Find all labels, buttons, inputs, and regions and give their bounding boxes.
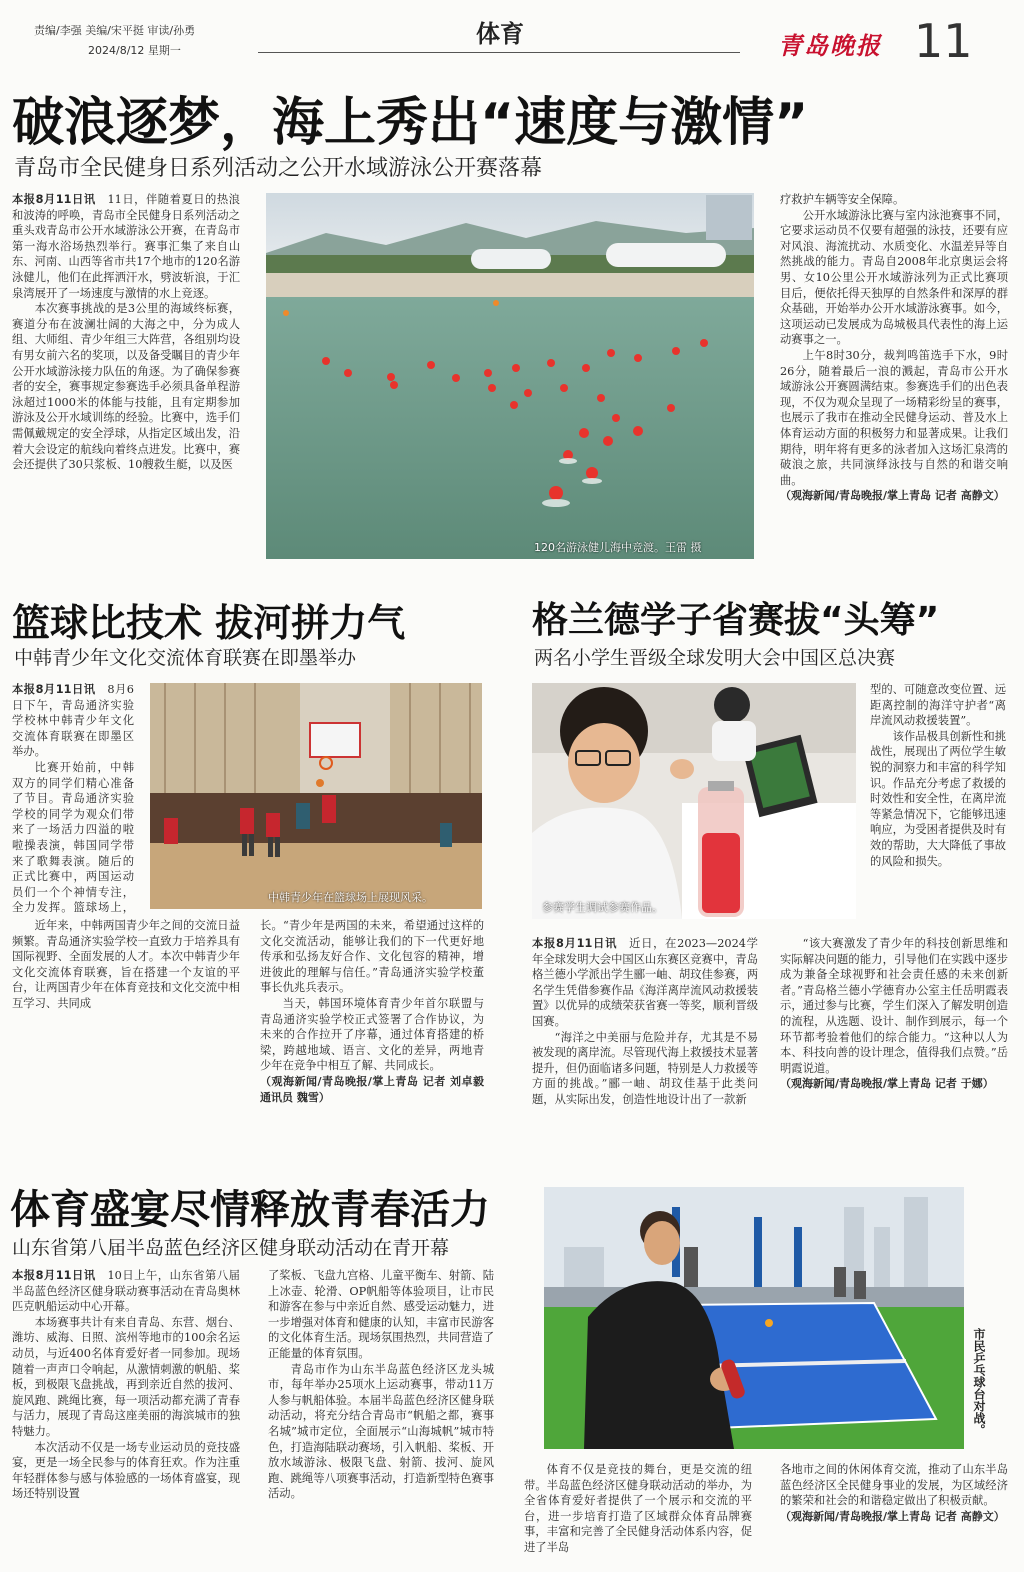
paragraph: 近年来，中韩两国青少年之间的交流日益频繁。青岛通济实验学校一直致力于培养具有国际视野、全面发展的人才。本次中韩青少年文化交流体育联赛，旨在搭建一个友谊的平台，让两国青少年在体育竞技和文化交流中相互学习、共同成: [12, 919, 240, 1010]
article-inv-col-right: [870, 682, 1006, 928]
paragraph: 本次活动不仅是一场专业运动员的竞技盛宴，更是一场全民参与的体育狂欢。作为注重年轻群体参与感与体验感的一场体育盛宴，现场还特别设置: [12, 1440, 240, 1501]
headline-swim: 破浪逐梦，海上秀出“速度与激情”: [12, 93, 809, 153]
photo-basketball: [150, 683, 482, 909]
paragraph: 比赛开始前，中韩双方的同学们精心准备了节目。青岛通济实验学校的同学为观众们带来了一场活力四溢的啦啦操表演，韩国同学带来了歌舞表演。随后的正式比赛中，两国运动员们一个个神情专注，全力发挥。篮球场上，: [12, 760, 134, 914]
paragraph: 11日，伴随着夏日的热浪和波涛的呼唤，青岛市全民健身日系列活动之重头戏青岛市公开水域游泳公开赛，在青岛市第一海水浴场热烈举行。赛事汇集了来自山东、河南、山西等省市共17个地市的120名游泳健儿，他们在此挥洒汗水，劈波斩浪，于汇泉湾展开了一场速度与激情的水上竞逐。: [12, 193, 240, 300]
subhead-basketball: 中韩青少年文化交流体育联赛在即墨举办: [14, 647, 357, 669]
paragraph: 上午8时30分，裁判鸣笛选手下水，9时26分，随着最后一浪的溅起，青岛市公开水域游泳公开赛圆满结束。参赛选手们的出色表现，不仅为观众呈现了一场精彩纷呈的赛事，也展示了我市在推动全民健身运动、普及水上体育运动方面的积极努力和显著成果。让我们期待，明年将有更多的泳者加入这场汇泉湾的破浪之旅，共同演绎泳技与自然的和谐交响曲。: [780, 348, 1008, 487]
article-swim-col3: [780, 192, 1008, 574]
paragraph: 体育不仅是竞技的舞台，更是交流的纽带。半岛蓝色经济区健身联动活动的举办，为全省体育爱好者提供了一个展示和交流的平台，进一步培育打造了区域群众体育品牌赛事，丰富和完善了全民健身活动体系内容，促进了半岛: [524, 1463, 752, 1554]
paragraph: “海洋之中美丽与危险并存，尤其是不易被发现的离岸流。尽管现代海上救援技术显著提升，但仍面临诸多问题，特别是人力救援等方面的挑战。”郦一岫、胡玟佳基于此类问题，从实际出发，创造性地设计出了一款新: [532, 1030, 758, 1106]
section-title: 体育: [476, 20, 524, 48]
paragraph: 型的、可随意改变位置、远距离控制的海洋守护者“离岸流风动救援装置”。: [870, 683, 1006, 728]
masthead-logo: 青岛晚报: [778, 31, 882, 60]
article-swim-col1: [12, 192, 240, 574]
byline: （观海新闻/青岛晚报/掌上青岛 记者 于娜）: [780, 1077, 994, 1091]
photo-caption: 120名游泳健儿海中竞渡。王雷 摄: [534, 541, 702, 554]
headline-basketball: 篮球比技术 拔河拼力气: [12, 601, 406, 645]
paragraph: 本次赛事挑战的是3公里的海域终标赛，赛道分布在波澜壮阔的大海之中，分为成人组、大师组、青少年组三大阵营，各组别均设有男女前六名的奖项，以及备受瞩目的青少年公开水域游泳接力队伍的角逐。为了确保参赛者的安全，赛事规定参赛选手必须具备单程游泳超过1000米的体能与技能，且有定期参加游泳及公开水域训练的经验。比赛中，选手们需佩戴规定的安全浮球，从指定区域出发，沿着大会设定的航线向着终点进发。比赛中，赛会还提供了30只浆板、10艘救生艇，以及医: [12, 302, 240, 472]
article-fit-col1: [12, 1268, 240, 1568]
article-inv-col2: [780, 936, 1008, 1166]
pingpong-illustration: [544, 1187, 964, 1449]
photo-caption: 参赛学生调试参赛作品。: [542, 901, 663, 914]
header-rule: [258, 52, 740, 53]
swimmers-illustration: [266, 193, 754, 559]
article-fit-col4: [780, 1462, 1008, 1568]
photo-caption-vertical: 市民乒乓球台对战。: [972, 1328, 986, 1436]
photo-caption: 中韩青少年在篮球场上展现风采。: [268, 891, 433, 904]
paragraph: 当天，韩国环境体育青少年首尔联盟与青岛通济实验学校正式签署了合作协议，为未来的合作拉开了序幕，通过体育搭建的桥梁，跨越地域、语言、文化的差异，两地青少年在竞争中相互了解、共同成长。: [260, 996, 484, 1073]
paragraph: 长。“青少年是两国的未来，希望通过这样的文化交流活动，能够让我们的下一代更好地传承和弘扬友好合作、文化包容的精神，增进彼此的理解与信任。”青岛通济实验学校董事长仇兆兵表示。: [260, 919, 484, 995]
page-number: 11: [914, 14, 973, 68]
photo-pingpong: [544, 1187, 964, 1449]
paragraph: “该大赛激发了青少年的科技创新思维和实际解决问题的能力，引导他们在实践中逐步成为兼备全球视野和社会责任感的未来创新者。”青岛格兰德小学德育办公室主任岳明霞表示，通过参与比赛，学生们深入了解发明创造的流程，从选题、设计、制作到展示，每一个环节都考验着他们的综合能力。“这种以人为本、科技向善的设计理念，值得我们点赞。”岳明霞说道。: [780, 937, 1008, 1075]
basketball-illustration: [150, 683, 482, 909]
paragraph: 各地市之间的休闲体育交流，推动了山东半岛蓝色经济区全民健身事业的发展，为区域经济的繁荣和社会的和谐稳定做出了积极贡献。: [780, 1463, 1008, 1508]
dateline: 本报8月11日讯: [532, 937, 618, 950]
paragraph: 近日，在2023—2024学年全球发明大会中国区山东赛区竞赛中，青岛格兰德小学派出学生郦一岫、胡玟佳参赛，两名学生凭借参赛作品《海洋离岸流风动救援装置》以优异的成绩荣获省赛一等奖，顺利晋级国赛。: [532, 937, 758, 1028]
paragraph: 青岛市作为山东半岛蓝色经济区龙头城市，每年举办25项水上运动赛事，带动11万人参与帆船体验。本届半岛蓝色经济区健身联动活动，将充分结合青岛市“帆船之都，赛事名城”城市定位，全面展示“山海城帆”城市特色，打造海陆联动赛场，引入帆船、桨板、开放水域游泳、极限飞盘、射箭、拔河、旋风跑、跳绳等八项赛事活动，打造新型特色赛事活动。: [268, 1362, 494, 1501]
subhead-swim: 青岛市全民健身日系列活动之公开水域游泳公开赛落幕: [14, 156, 543, 181]
subhead-fitness: 山东省第八届半岛蓝色经济区健身联动活动在青开幕: [12, 1237, 450, 1259]
photo-students: [532, 683, 856, 919]
article-fit-col2: [268, 1268, 494, 1568]
paragraph: 疗救护车辆等安全保障。: [780, 193, 905, 206]
paragraph: 10日上午，山东省第八届半岛蓝色经济区健身联动赛事活动在青岛奥林匹克帆船运动中心开幕。: [12, 1269, 240, 1314]
paragraph: 公开水域游泳比赛与室内泳池赛事不同，它要求运动员不仅要有超强的泳技，还要有应对风浪、海流扰动、水质变化、水温差异等自然挑战的能力。青岛自2008年北京奥运会将男、女10公里公开水域游泳列为正式比赛项目后，便依托得天独厚的自然条件和深厚的群众基础，开始举办公开水域游泳赛事。如今，这项运动已发展成为岛城极具代表性的海上运动赛事之一。: [780, 208, 1008, 347]
staff-line: 责编/李强 美编/宋平挺 审读/孙勇: [34, 24, 196, 37]
paragraph: 该作品极具创新性和挑战性，展现出了两位学生敏锐的洞察力和丰富的科学知识。作品充分考虑了救援的时效性和安全性，在离岸流等紧急情况下，它能够迅速响应，为受困者提供及时有效的帮助，大大降低了事故的风险和损失。: [870, 729, 1006, 868]
article-fit-col3: [524, 1462, 752, 1568]
dateline: 本报8月11日讯: [12, 683, 96, 696]
dateline: 本报8月11日讯: [12, 193, 96, 206]
paragraph: 8月6日下午，青岛通济实验学校林中韩青少年文化交流体育联赛在即墨区举办。: [12, 683, 134, 759]
headline-invention: 格兰德学子省赛拔“头筹”: [532, 600, 940, 641]
byline: （观海新闻/青岛晚报/掌上青岛 记者 刘卓毅 通讯员 魏雪）: [260, 1074, 484, 1104]
article-bb-col1: [12, 682, 134, 914]
issue-date: 2024/8/12 星期一: [88, 44, 181, 57]
headline-fitness: 体育盛宴尽情释放青春活力: [10, 1187, 490, 1233]
dateline: 本报8月11日讯: [12, 1269, 96, 1282]
paragraph: 本场赛事共计有来自青岛、东营、烟台、潍坊、威海、日照、滨州等地市的100余名运动员，与近400名体育爱好者一同参加。现场随着一声声口令响起，从激情刺激的帆船、桨板，到极限飞盘挑战，再到亲近自然的拔河、旋风跑、跳绳比赛，每一项活动都充满了青春与活力，展现了青岛这座美丽的海滨城市的独特魅力。: [12, 1315, 240, 1438]
byline: （观海新闻/青岛晚报/掌上青岛 记者 高静文）: [780, 1509, 1005, 1523]
article-inv-col1: [532, 936, 758, 1166]
photo-swimmers: [266, 193, 754, 559]
article-bb-col2: [260, 918, 484, 1164]
subhead-invention: 两名小学生晋级全球发明大会中国区总决赛: [534, 647, 896, 669]
paragraph: 了桨板、飞盘九宫格、儿童平衡车、射箭、陆上冰壶、轮滑、OP帆船等体验项目，让市民和游客在参与中亲近自然、感受运动魅力，进一步增强对体育和健康的认知，丰富市民游客的文化体育生活。现场氛围热烈，共同营造了正能量的体育氛围。: [268, 1269, 494, 1360]
students-illustration: [532, 683, 856, 919]
article-bb-col1b: [12, 918, 240, 1164]
byline: （观海新闻/青岛晚报/掌上青岛 记者 高静文）: [780, 489, 1005, 503]
